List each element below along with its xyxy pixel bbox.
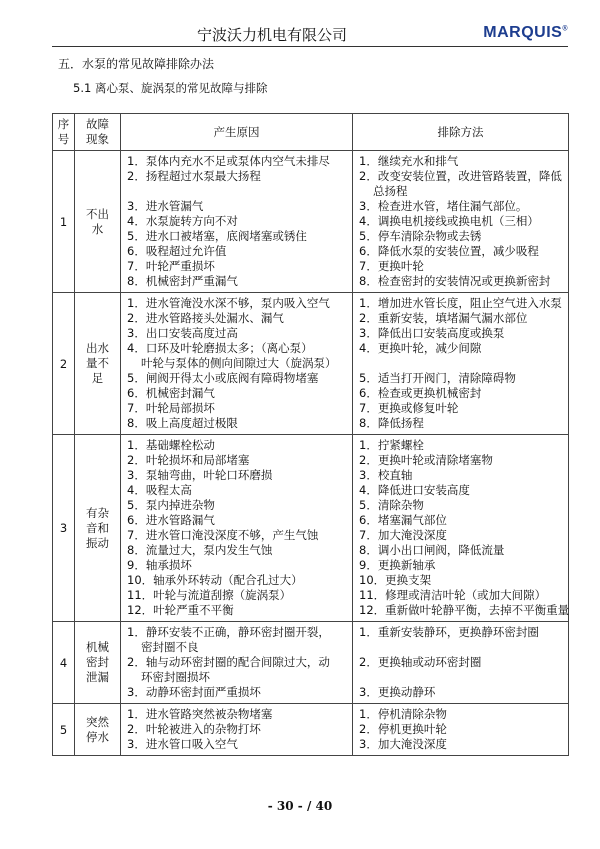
table-header-row	[53, 114, 569, 151]
row-number: 3	[53, 435, 75, 622]
solution-item: 3．检查进水管，堵住漏气部位。	[359, 199, 528, 213]
fault-phenomenon: 有杂音和振动	[75, 435, 121, 622]
fault-table-body	[53, 151, 569, 756]
cause-item: 3．动静环密封面严重损坏	[127, 685, 261, 699]
cause-item: 6．吸程超过允许值	[127, 244, 227, 258]
fault-phenomenon: 不出水	[75, 151, 121, 293]
cause-item: 5．泵内掉进杂物	[127, 498, 215, 512]
cause-item: 3．泵轴弯曲，叶轮口环磨损	[127, 468, 273, 482]
company-name: 宁波沃力机电有限公司	[196, 26, 347, 44]
solution-item: 5．适当打开阀门，清除障碍物	[359, 371, 516, 385]
cause-list	[121, 293, 353, 435]
solution-item: 3．降低出口安装高度或换泵	[359, 326, 505, 340]
solution-item	[359, 640, 564, 655]
solution-item: 6．堵塞漏气部位	[359, 513, 447, 527]
cause-item: 密封圈不良	[141, 640, 199, 654]
solution-item: 6．降低水泵的安装位置，减少吸程	[359, 244, 539, 258]
solution-item: 7．更换或修复叶轮	[359, 401, 459, 415]
cause-item: 3．出口安装高度过高	[127, 326, 238, 340]
solution-list	[353, 435, 569, 622]
cause-item: 1．进水管淹没水深不够，泵内吸入空气	[127, 296, 330, 310]
section-title: 五．水泵的常见故障排除办法	[58, 57, 215, 71]
solution-item: 9．更换新轴承	[359, 558, 436, 572]
header-rule	[52, 46, 568, 47]
solution-item: 7．更换叶轮	[359, 259, 424, 273]
solution-item: 5．停车清除杂物或去锈	[359, 229, 482, 243]
header-solution: 排除方法	[353, 114, 569, 151]
fault-phenomenon: 突然停水	[75, 704, 121, 756]
cause-item: 12．叶轮严重不平衡	[127, 603, 234, 617]
solution-item	[359, 356, 564, 371]
header-cause: 产生原因	[121, 114, 353, 151]
table-row	[53, 622, 569, 704]
solution-item: 7．加大淹没深度	[359, 528, 447, 542]
cause-item: 1．泵体内充水不足或泵体内空气未排尽	[127, 154, 330, 168]
cause-item: 2．叶轮被进入的杂物打坏	[127, 722, 261, 736]
cause-item: 2．扬程超过水泵最大扬程	[127, 169, 261, 183]
cause-item: 1．基础螺栓松动	[127, 438, 215, 452]
cause-item: 2．轴与动环密封圈的配合间隙过大，动	[127, 655, 330, 669]
cause-list	[121, 151, 353, 293]
solution-item: 2．改变安装位置，改进管路装置，降低	[359, 169, 562, 183]
cause-item: 9．轴承损坏	[127, 558, 192, 572]
cause-item: 7．进水管口淹没深度不够，产生气蚀	[127, 528, 319, 542]
solution-item: 2．重新安装，填堵漏气漏水部位	[359, 311, 528, 325]
cause-item: 11．叶轮与流道刮擦（旋涡泵）	[127, 588, 292, 602]
row-number: 4	[53, 622, 75, 704]
cause-item: 6．机械密封漏气	[127, 386, 215, 400]
subsection-title: 5.1 离心泵、旋涡泵的常见故障与排除	[73, 81, 268, 95]
table-row	[53, 704, 569, 756]
cause-list	[121, 435, 353, 622]
row-number: 2	[53, 293, 75, 435]
cause-item: 7．叶轮局部损坏	[127, 401, 215, 415]
solution-item: 1．重新安装静环，更换静环密封圈	[359, 625, 539, 639]
cause-item: 1．静环安装不正确，静环密封圈开裂，	[127, 625, 330, 639]
solution-item: 12．重新做叶轮静平衡，去掉不平衡重量	[359, 603, 570, 617]
registered-mark: ®	[562, 25, 568, 33]
row-number: 5	[53, 704, 75, 756]
solution-list	[353, 151, 569, 293]
fault-phenomenon: 机械密封泄漏	[75, 622, 121, 704]
solution-item: 1．停机清除杂物	[359, 707, 447, 721]
solution-item: 3．更换动静环	[359, 685, 436, 699]
table-row	[53, 293, 569, 435]
cause-item: 5．闸阀开得太小或底阀有障碍物堵塞	[127, 371, 319, 385]
solution-item: 1．继续充水和排气	[359, 154, 459, 168]
solution-item: 5．清除杂物	[359, 498, 424, 512]
cause-item: 10．轴承外环转动（配合孔过大）	[127, 573, 303, 587]
solution-item: 4．调换电机接线或换电机（三相）	[359, 214, 539, 228]
cause-list	[121, 622, 353, 704]
solution-item: 总扬程	[373, 184, 408, 198]
solution-list	[353, 704, 569, 756]
solution-item: 6．检查或更换机械密封	[359, 386, 482, 400]
solution-list	[353, 622, 569, 704]
cause-item: 2．叶轮损坏和局部堵塞	[127, 453, 250, 467]
cause-item: 3．进水管漏气	[127, 199, 204, 213]
solution-item: 3．加大淹没深度	[359, 737, 447, 751]
solution-item: 1．增加进水管长度，阻止空气进入水泵	[359, 296, 562, 310]
table-row	[53, 151, 569, 293]
cause-item: 叶轮与泵体的侧向间隙过大（旋涡泵）	[141, 356, 337, 370]
cause-item: 7．叶轮严重损坏	[127, 259, 215, 273]
table-row	[53, 435, 569, 622]
cause-item: 环密封圈损坏	[141, 670, 210, 684]
solution-item: 8．调小出口闸阀，降低流量	[359, 543, 505, 557]
header-no: 序号	[53, 114, 75, 151]
page-header	[52, 14, 568, 50]
cause-item: 3．进水管口吸入空气	[127, 737, 238, 751]
solution-item: 8．检查密封的安装情况或更换新密封	[359, 274, 551, 288]
solution-item: 10．更换支架	[359, 573, 432, 587]
cause-item: 4．水泵旋转方向不对	[127, 214, 238, 228]
cause-item: 2．进水管路接头处漏水、漏气	[127, 311, 284, 325]
solution-item: 1．拧紧螺栓	[359, 438, 424, 452]
logo-text: MARQUIS	[483, 24, 563, 41]
solution-item: 11．修理或清洁叶轮（或加大间隙）	[359, 588, 547, 602]
solution-list	[353, 293, 569, 435]
fault-table	[52, 113, 569, 756]
fault-phenomenon: 出水量不足	[75, 293, 121, 435]
solution-item: 2．停机更换叶轮	[359, 722, 447, 736]
cause-item	[127, 184, 348, 199]
cause-item: 6．进水管路漏气	[127, 513, 215, 527]
solution-item: 3．校直轴	[359, 468, 413, 482]
page-number: - 30 - / 40	[267, 799, 333, 813]
cause-item: 8．吸上高度超过极限	[127, 416, 238, 430]
marquis-logo	[483, 24, 568, 42]
header-phenomenon: 故障现象	[75, 114, 121, 151]
cause-item: 1．进水管路突然被杂物堵塞	[127, 707, 273, 721]
cause-item: 5．进水口被堵塞，底阀堵塞或锈住	[127, 229, 307, 243]
cause-item: 8．流量过大，泵内发生气蚀	[127, 543, 273, 557]
solution-item	[359, 670, 564, 685]
solution-item: 4．降低进口安装高度	[359, 483, 470, 497]
row-number: 1	[53, 151, 75, 293]
cause-item: 4．口环及叶轮磨损太多；（离心泵）	[127, 341, 313, 355]
solution-item: 8．降低扬程	[359, 416, 424, 430]
cause-item: 8．机械密封严重漏气	[127, 274, 238, 288]
solution-item: 2．更换轴或动环密封圈	[359, 655, 482, 669]
cause-list	[121, 704, 353, 756]
solution-item: 2．更换叶轮或清除堵塞物	[359, 453, 493, 467]
solution-item: 4．更换叶轮，减少间隙	[359, 341, 482, 355]
cause-item: 4．吸程太高	[127, 483, 192, 497]
